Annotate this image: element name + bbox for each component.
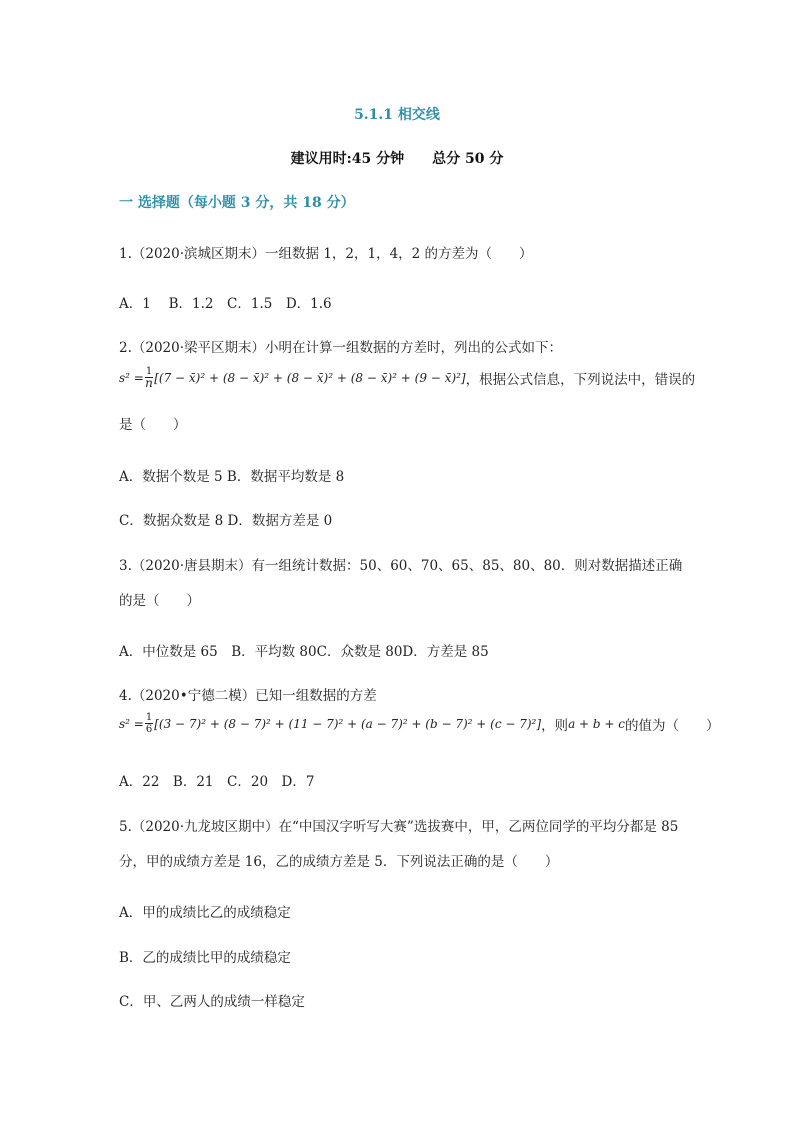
question-5-option-c: C．甲、乙两人的成绩一样稳定 xyxy=(119,994,305,1010)
question-5-stem-end: 分，甲的成绩方差是 16，乙的成绩方差是 5．下列说法正确的是（ ） xyxy=(119,854,559,870)
section-heading: 一 选择题（每小题 3 分，共 18 分） xyxy=(119,195,355,211)
formula-body: [(3 − 7)² + (8 − 7)² + (11 − 7)² + (a − 7)² + (b − 7)² + (c − 7)²] xyxy=(154,716,542,731)
question-4-stem: 4.（2020•宁德二模）已知一组数据的方差 xyxy=(119,688,377,704)
total-score: 总分 50 分 xyxy=(432,151,504,167)
question-2-options-cd: C．数据众数是 8 D．数据方差是 0 xyxy=(119,513,333,529)
question-5-option-b: B．乙的成绩比甲的成绩稳定 xyxy=(119,950,291,966)
formula-fraction xyxy=(145,366,153,389)
question-2-options-ab: A．数据个数是 5 B．数据平均数是 8 xyxy=(119,469,345,485)
question-2-stem: 2.（2020·梁平区期末）小明在计算一组数据的方差时，列出的公式如下： xyxy=(119,340,563,356)
question-1-options: A．1 B．1.2 C．1.5 D．1.6 xyxy=(119,296,332,312)
formula-lhs: s² = xyxy=(119,370,144,385)
question-5-stem: 5.（2020·九龙坡区期中）在“中国汉字听写大赛”选拔赛中，甲，乙两位同学的平均分都是 85 xyxy=(119,819,679,835)
fraction-denominator: 6 xyxy=(145,724,153,735)
question-2-stem-end: 是（ ） xyxy=(119,417,187,433)
question-3-options: A．中位数是 65 B．平均数 80C．众数是 80D．方差是 85 xyxy=(119,644,489,660)
formula-expression: a + b + c xyxy=(568,716,625,731)
question-1-stem: 1.（2020·滨城区期末）一组数据 1，2，1，4，2 的方差为（ ） xyxy=(119,246,533,262)
exam-info xyxy=(0,148,794,168)
formula-lhs: s² = xyxy=(119,716,144,731)
formula-body: [(7 − x̄)² + (8 − x̄)² + (8 − x̄)² + (8 − x̄)² + (9 − x̄)²] xyxy=(154,370,466,385)
formula-fraction xyxy=(145,712,153,735)
question-4-options: A．22 B．21 C．20 D．7 xyxy=(119,774,315,790)
fraction-numerator: 1 xyxy=(145,366,153,377)
page-title: 5.1.1 相交线 xyxy=(354,107,440,123)
suggested-time: 建议用时:45 分钟 xyxy=(290,151,405,167)
question-3-stem: 3.（2020·唐县期末）有一组统计数据：50、60、70、65、85、80、80．则对数据描述正确 xyxy=(119,558,683,574)
formula-tail: ，则 xyxy=(541,717,569,734)
fraction-numerator: 1 xyxy=(145,712,153,723)
question-5-option-a: A．甲的成绩比乙的成绩稳定 xyxy=(119,905,291,921)
fraction-denominator: n xyxy=(145,376,153,390)
formula-tail: ，根据公式信息，下列说法中，错误的 xyxy=(465,371,696,388)
formula-end: 的值为（ ） xyxy=(625,717,720,734)
question-4-formula xyxy=(119,712,720,735)
question-3-stem-end: 的是（ ） xyxy=(119,593,200,609)
question-2-formula xyxy=(119,366,695,389)
